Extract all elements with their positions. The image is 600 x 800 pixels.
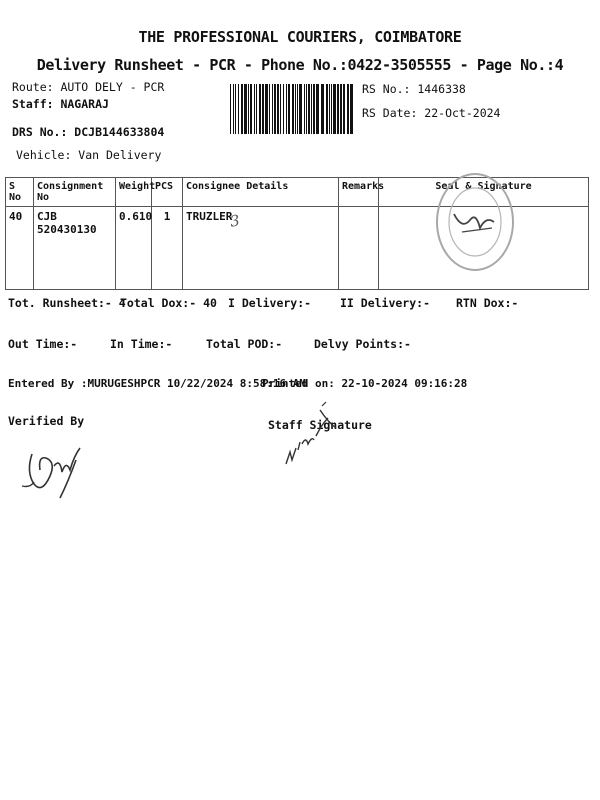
rs-date: RS Date: 22-Oct-2024 (362, 106, 501, 120)
col-header-consignee: Consignee Details (183, 178, 339, 207)
col-header-consignment: Consignment No (34, 178, 116, 207)
vehicle-label: Vehicle: Van Delivery (16, 148, 162, 162)
ii-delivery: II Delivery:- (340, 296, 431, 310)
in-time: In Time:- (110, 337, 173, 351)
company-seal-stamp (432, 170, 518, 274)
total-runsheet: Tot. Runsheet:- 4 (8, 296, 126, 310)
col-header-remarks: Remarks (339, 178, 379, 207)
staff-label: Staff: NAGARAJ (12, 97, 109, 111)
drs-number: DRS No.: DCJB144633804 (12, 125, 165, 139)
cell-consignment: CJB 520430130 (34, 207, 116, 290)
verified-by-label: Verified By (8, 414, 85, 428)
staff-signature-image (278, 398, 346, 468)
col-header-pcs: PCS (152, 178, 183, 207)
handwritten-note: 3 (228, 211, 242, 231)
verified-signature-image (20, 436, 100, 502)
out-time: Out Time:- (8, 337, 78, 351)
entered-by: Entered By :MURUGESHPCR 10/22/2024 8:58:16 AM (8, 377, 307, 390)
col-header-weight: Weight (116, 178, 152, 207)
col-header-seal: Seal & Signature (379, 178, 589, 207)
cell-pcs: 1 (152, 207, 183, 290)
rs-number: RS No.: 1446338 (362, 82, 466, 96)
cell-consignee: TRUZLER (183, 207, 339, 290)
printed-on: Printed on: 22-10-2024 09:16:28 (262, 377, 468, 390)
total-pod: Total POD:- (206, 337, 283, 351)
col-header-sno: S No (6, 178, 34, 207)
company-title: THE PROFESSIONAL COURIERS, COIMBATORE (138, 28, 462, 46)
delvy-points: Delvy Points:- (314, 337, 411, 351)
total-dox: Total Dox:- 40 (120, 296, 217, 310)
cell-sno: 40 (6, 207, 34, 290)
cell-weight: 0.610 (116, 207, 152, 290)
cell-remarks (339, 207, 379, 290)
route-label: Route: AUTO DELY - PCR (12, 80, 165, 94)
staff-signature-label: Staff Signature (268, 418, 372, 432)
i-delivery: I Delivery:- (228, 296, 312, 310)
rtn-dox: RTN Dox:- (456, 296, 519, 310)
barcode-image (230, 84, 354, 134)
runsheet-subtitle: Delivery Runsheet - PCR - Phone No.:0422-3505555 - Page No.:4 (36, 56, 564, 74)
